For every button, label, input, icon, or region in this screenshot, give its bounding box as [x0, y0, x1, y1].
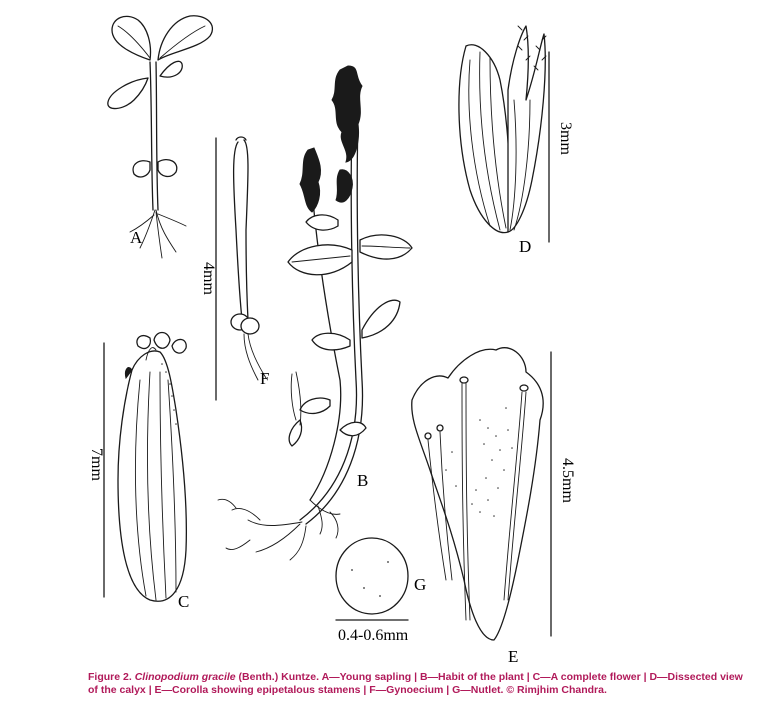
panel-b-label: B — [357, 471, 369, 490]
panel-e-label: E — [508, 647, 519, 665]
scale-label-c: 7mm — [88, 448, 105, 481]
panel-g-label: G — [414, 575, 427, 594]
caption-text: (Benth.) Kuntze. A—Young sapling | B—Habit of the plant | C—A complete flower | D—Dissected view of the calyx | E—Corolla showing epipetalous stamens | F—Gynoecium | G—Nutlet. © Rimjhim Chandra. — [88, 671, 743, 696]
panel-a-label: A — [130, 228, 143, 247]
figure-caption — [88, 671, 748, 697]
caption-species: Clinopodium gracile — [134, 671, 236, 683]
scale-label-f: 4mm — [200, 262, 217, 295]
panel-c-label: C — [178, 592, 190, 611]
scale-label-g: 0.4-0.6mm — [338, 627, 409, 644]
panel-d-dissected-calyx — [459, 26, 574, 256]
scale-label-d: 3mm — [557, 122, 574, 155]
panel-a-young-sapling — [108, 16, 213, 258]
scale-label-e: 4.5mm — [559, 458, 576, 503]
caption-label: Figure 2. — [88, 671, 132, 683]
panel-g-nutlet — [336, 538, 426, 644]
panel-f-gynoecium — [200, 137, 269, 400]
panel-c-complete-flower — [88, 333, 189, 612]
panel-e-corolla — [412, 348, 576, 665]
panel-d-label: D — [519, 237, 532, 256]
panel-f-label: F — [260, 369, 270, 388]
